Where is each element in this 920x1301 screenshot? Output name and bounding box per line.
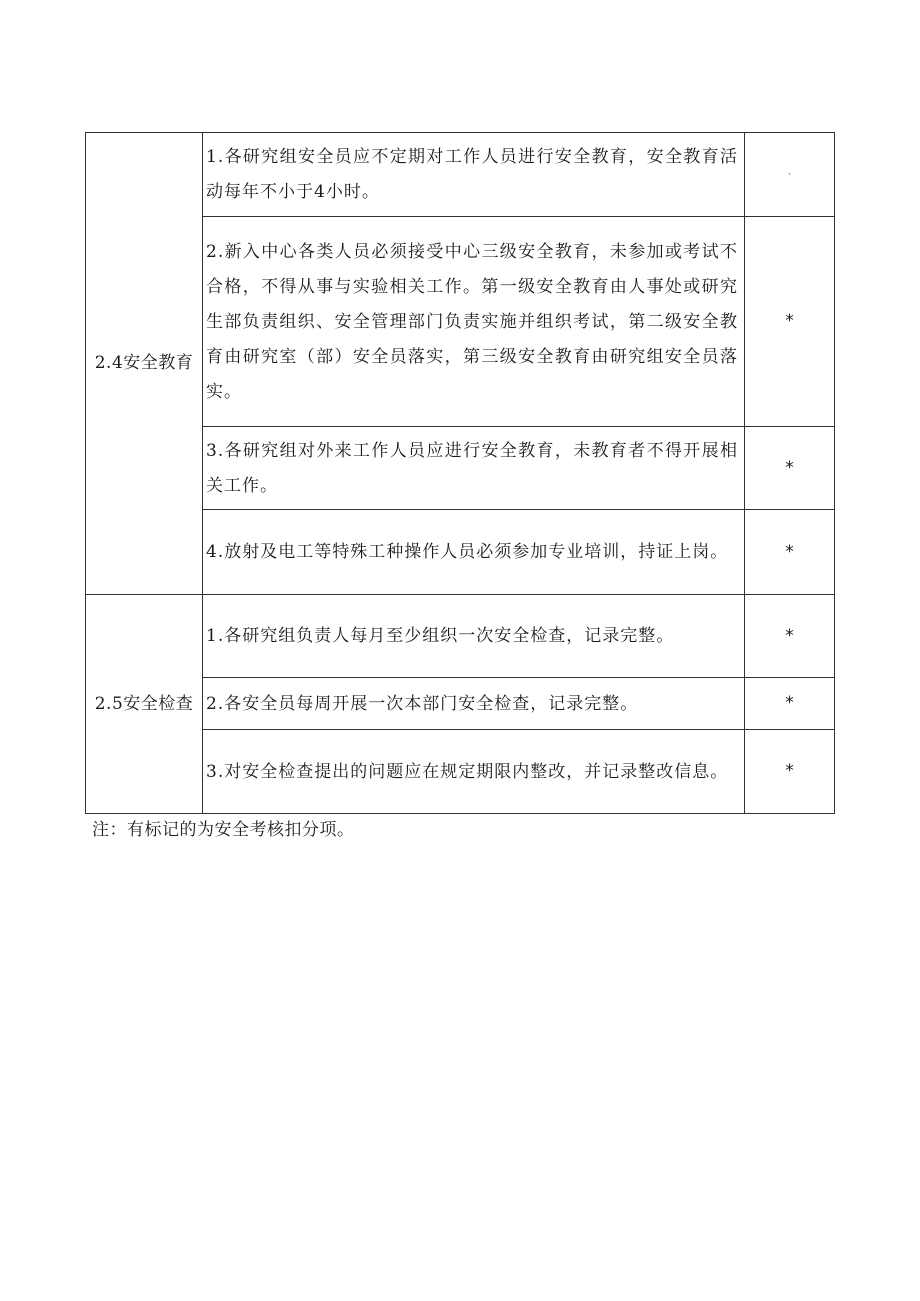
deduction-mark: * (745, 678, 835, 730)
deduction-mark: * (745, 427, 835, 510)
table-footnote: 注：有标记的为安全考核扣分项。 (92, 820, 355, 840)
safety-requirements-table (85, 132, 835, 814)
requirement-text: 4.放射及电工等特殊工种操作人员必须参加专业培训，持证上岗。 (203, 510, 745, 595)
deduction-mark: * (745, 217, 835, 427)
requirement-text: 2.各安全员每周开展一次本部门安全检查，记录完整。 (203, 678, 745, 730)
deduction-mark: * (745, 595, 835, 678)
requirement-text: 1.各研究组负责人每月至少组织一次安全检查，记录完整。 (203, 595, 745, 678)
deduction-mark: * (745, 730, 835, 814)
requirement-text: 3.对安全检查提出的问题应在规定期限内整改，并记录整改信息。 (203, 730, 745, 814)
deduction-mark: * (745, 510, 835, 595)
category-safety-inspection: 2.5安全检查 (86, 595, 203, 814)
table-row (86, 133, 835, 217)
deduction-mark: · (745, 133, 835, 217)
requirement-text: 2.新入中心各类人员必须接受中心三级安全教育，未参加或考试不合格，不得从事与实验相关工作。第一级安全教育由人事处或研究生部负责组织、安全管理部门负责实施并组织考试，第二级安全教育由研究室（部）安全员落实，第三级安全教育由研究组安全员落实。 (203, 217, 745, 427)
table-row (86, 595, 835, 678)
requirement-text: 3.各研究组对外来工作人员应进行安全教育，未教育者不得开展相关工作。 (203, 427, 745, 510)
category-safety-education: 2.4安全教育 (86, 133, 203, 595)
requirement-text: 1.各研究组安全员应不定期对工作人员进行安全教育，安全教育活动每年不小于4小时。 (203, 133, 745, 217)
